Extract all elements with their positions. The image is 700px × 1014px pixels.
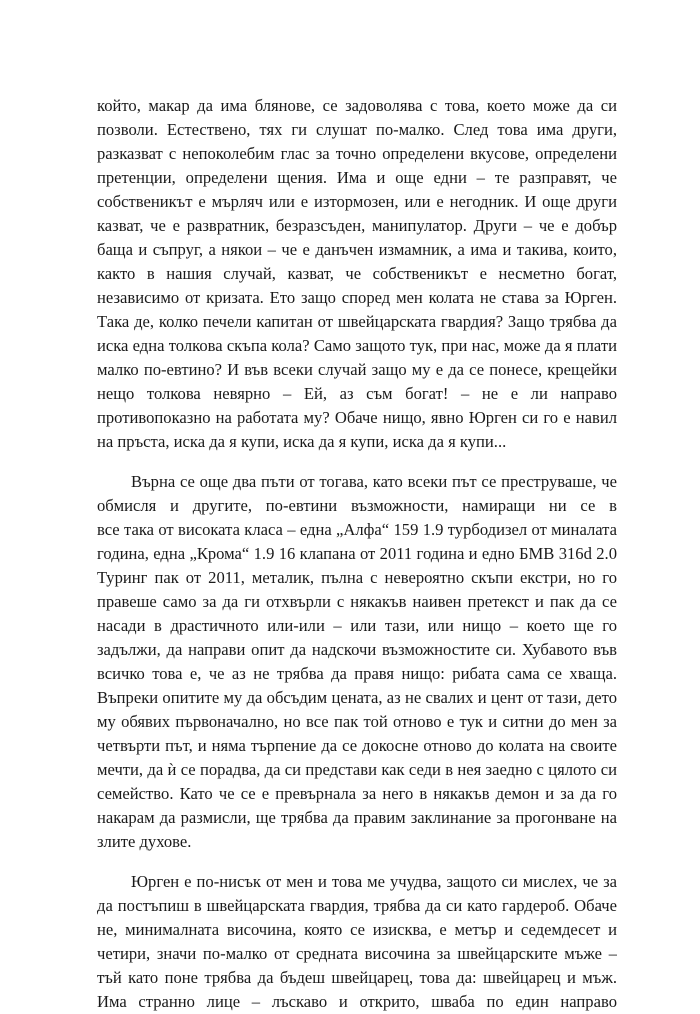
text-line: насади в драстичното или-или – или тази, или нищо – което ще го <box>97 616 617 635</box>
text-line: независимо от кризата. Ето защо според мен колата не става за Юрген. <box>97 288 617 307</box>
text-line: Въпреки опитите му да обсъдим цената, аз не свалих и цент от тази, дето <box>97 688 617 707</box>
text-line: злите духове. <box>97 832 192 851</box>
text-line: нещо толкова невярно – Ей, аз съм богат! – не е ли направо <box>97 384 617 403</box>
text-line: баща и съпруг, а някои – че е данъчен измамник, а има и такива, които, <box>97 240 617 259</box>
text-line: да постъпиш в швейцарската гвардия, трябва да си като гардероб. Обаче <box>97 896 617 915</box>
text-line: накарам да размисли, ще трябва да правим заклинание за прогонване на <box>97 808 617 827</box>
paragraph-2 <box>97 470 617 854</box>
text-line: обмисля и другите, по-евтини възможности, намиращи ни се в <box>97 496 617 515</box>
text-line: все така от високата класа – една „Алфа“ 159 1.9 турбодизел от миналата <box>97 520 617 539</box>
paragraph-gap <box>97 454 617 470</box>
text-line: му обявих първоначално, но все пак той отново е тук и ситни до мен за <box>97 712 617 731</box>
text-line: иска една толкова скъпа кола? Само защото тук, при нас, може да я плати <box>97 336 617 355</box>
text-line: всичко това е, че аз не трябва да правя нищо: рибата сама се хваща. <box>97 664 617 683</box>
text-line: семейство. Като че се е превърнала за него в някакъв демон и за да го <box>97 784 617 803</box>
text-line: както в нашия случай, казват, че собственикът е несметно богат, <box>97 264 617 283</box>
text-line: тъй като поне трябва да бъдеш швейцарец, това да: швейцарец и мъж. <box>97 968 617 987</box>
text-line: задължи, да направи опит да надскочи възможностите си. Хубавото във <box>97 640 617 659</box>
text-line: Туринг пак от 2011, металик, пълна с невероятно скъпи екстри, но го <box>97 568 617 587</box>
text-line: не, минималната височина, която се изисква, е метър и седемдесет и <box>97 920 617 939</box>
text-line: който, макар да има блянове, се задоволява с това, което може да си <box>97 96 617 115</box>
text-line: противопоказно на работата му? Обаче нищо, явно Юрген си го е навил <box>97 408 617 427</box>
text-line: Има странно лице – лъскаво и открито, шваба по един направо <box>97 992 617 1011</box>
text-line: Върна се още два пъти от тогава, като всеки път се преструваше, че <box>131 472 617 491</box>
text-line: позволи. Естествено, тях ги слушат по-малко. След това има други, <box>97 120 617 139</box>
text-line: година, една „Крома“ 1.9 16 клапана от 2011 година и едно БМВ 316d 2.0 <box>97 544 617 563</box>
text-line: малко по-евтино? И във всеки случай защо му е да се понесе, крещейки <box>97 360 617 379</box>
text-line: претенции, определени щения. Има и още едни – те разправят, че <box>97 168 617 187</box>
paragraph-1 <box>97 94 617 454</box>
paragraph-3 <box>97 870 617 1014</box>
text-line: четири, значи по-малко от средната височина за швейцарските мъже – <box>97 944 617 963</box>
text-line: правеше само за да ги отхвърли с някакъв наивен претекст и пак да се <box>97 592 617 611</box>
text-line: на пръста, иска да я купи, иска да я купи, иска да я купи... <box>97 432 507 451</box>
text-line: собственикът е мърляч или е изтормозен, или е негодник. И още други <box>97 192 617 211</box>
text-line: четвърти път, и няма търпение да се докосне отново до колата на своите <box>97 736 617 755</box>
text-line: Така де, колко печели капитан от швейцарската гвардия? Защо трябва да <box>97 312 617 331</box>
text-line: мечти, да ѝ се порадва, да си представи как седи в нея заедно с цялото си <box>97 760 617 779</box>
text-line: Юрген е по-нисък от мен и това ме учудва, защото си мислех, че за <box>131 872 617 891</box>
text-line: разказват с непоколебим глас за точно определени вкусове, определени <box>97 144 617 163</box>
text-line: казват, че е развратник, безразсъден, манипулатор. Други – че е добър <box>97 216 617 235</box>
paragraph-gap <box>97 854 617 870</box>
body-text <box>97 94 617 1014</box>
